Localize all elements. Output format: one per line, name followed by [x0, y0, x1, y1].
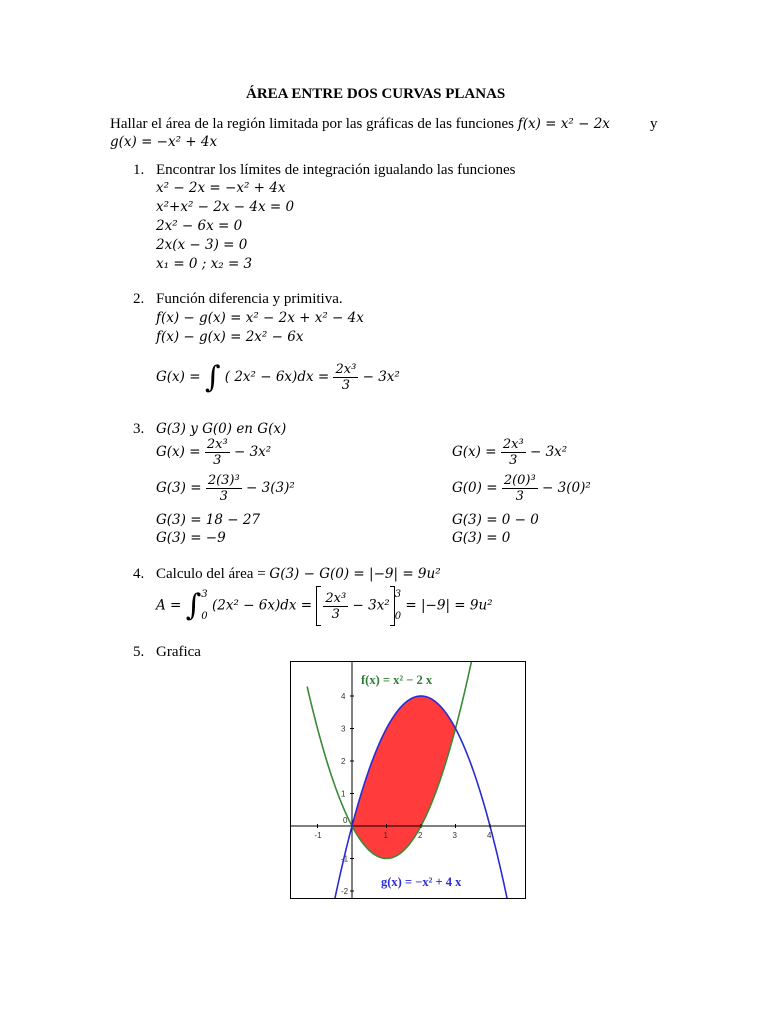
step1-line: 2x² − 6x = 0	[156, 218, 243, 234]
primitive-integrand: ( 2x² − 6x)dx =	[224, 369, 330, 385]
step4-heading-line	[156, 566, 441, 583]
origin-label: 0	[343, 816, 348, 825]
step1-line: x² − 2x = −x² + 4x	[156, 180, 286, 196]
step3-right-line2: G(0) = $\frac{\text{2(0)³}}{3}$ − 3(0)²	[452, 473, 591, 504]
x-tick-label: 3	[452, 831, 457, 840]
intro-text	[110, 116, 610, 133]
step1-label: 1.	[133, 162, 145, 178]
step3-right-line1: G(x) = $\frac{\text{2x³}}{3}$ − 3x²	[452, 437, 568, 468]
area-region	[352, 696, 456, 859]
g-curve-label: g(x) = −x² + 4 x	[381, 875, 462, 889]
area-lhs: A =	[156, 597, 182, 614]
y-tick-label: -1	[341, 854, 349, 864]
y-tick-label: 3	[341, 724, 346, 734]
graph-canvas	[291, 662, 525, 898]
integral-sign: ∫	[185, 588, 202, 623]
y-tick-label: 2	[341, 757, 346, 766]
step2-label: 2.	[133, 291, 145, 307]
step1-heading: Encontrar los límites de integración igualando las funciones	[156, 162, 516, 178]
y-tick-label: 4	[341, 692, 346, 701]
y-tick-label: 1	[341, 789, 346, 799]
step2-heading: Función diferencia y primitiva.	[156, 291, 343, 307]
integral-limits: 3 0	[201, 589, 208, 622]
step3-left-line4: G(3) = −9	[156, 530, 226, 546]
area-bracket-tail: − 3x²	[352, 597, 390, 614]
primitive-fraction: $\frac{\text{2x³}}{3}$	[335, 362, 357, 393]
step1-line: x₁ = 0 ; x₂ = 3	[156, 256, 253, 272]
area-equation	[156, 584, 493, 628]
page-title: ÁREA ENTRE DOS CURVAS PLANAS	[246, 86, 506, 102]
primitive-equation	[156, 359, 400, 395]
step3-heading: G(3) y G(0) en G(x)	[156, 421, 287, 437]
step3-left-line3: G(3) = 18 − 27	[156, 512, 261, 528]
g-definition: g(x) = −x² + 4x	[110, 134, 218, 150]
step4-heading: Calculo del área =	[156, 566, 266, 582]
bracket-limits: 3 0	[394, 589, 402, 622]
step1-line: x²+x² − 2x − 4x = 0	[156, 199, 295, 215]
step1-line: 2x(x − 3) = 0	[156, 237, 248, 253]
f-definition: f(x) = x² − 2x	[517, 116, 610, 132]
function-graph	[290, 661, 526, 899]
y-tick-label: -2	[341, 887, 349, 896]
step3-left-line1: G(x) = $\frac{\text{2x³}}{3}$ − 3x²	[156, 437, 272, 468]
primitive-lhs: G(x) =	[156, 369, 201, 385]
left-bracket	[316, 586, 321, 626]
area-integrand: (2x² − 6x)dx =	[211, 597, 313, 614]
intro-statement: Hallar el área de la región limitada por las gráficas de las funciones	[110, 116, 514, 132]
x-tick-label: 1	[383, 831, 388, 840]
step3-label: 3.	[133, 421, 145, 437]
step4-heading-math: G(3) − G(0) = |−9| = 9u²	[269, 566, 441, 582]
intro-conjunction: y	[650, 116, 658, 132]
step3-left-line2: G(3) = $\frac{\text{2(3)³}}{3}$ − 3(3)²	[156, 473, 295, 504]
area-fraction: $\frac{\text{2x³}}{3}$	[325, 590, 347, 622]
step3-right-line3: G(3) = 0 − 0	[452, 512, 539, 528]
step5-label: 5.	[133, 644, 145, 660]
step2-line: f(x) − g(x) = x² − 2x + x² − 4x	[156, 310, 364, 326]
x-tick-label: 4	[487, 831, 492, 840]
x-tick-label: -1	[314, 831, 322, 840]
integral-sign: ∫	[204, 359, 221, 395]
area-result: = |−9| = 9u²	[405, 597, 493, 614]
step5-heading: Grafica	[156, 644, 201, 660]
f-curve-label: f(x) = x² − 2 x	[361, 673, 433, 687]
step3-right-line4: G(3) = 0	[452, 530, 511, 546]
x-tick-label: 2	[418, 831, 423, 840]
step2-line: f(x) − g(x) = 2x² − 6x	[156, 329, 304, 345]
step4-label: 4.	[133, 566, 145, 582]
primitive-tail: − 3x²	[362, 369, 400, 385]
